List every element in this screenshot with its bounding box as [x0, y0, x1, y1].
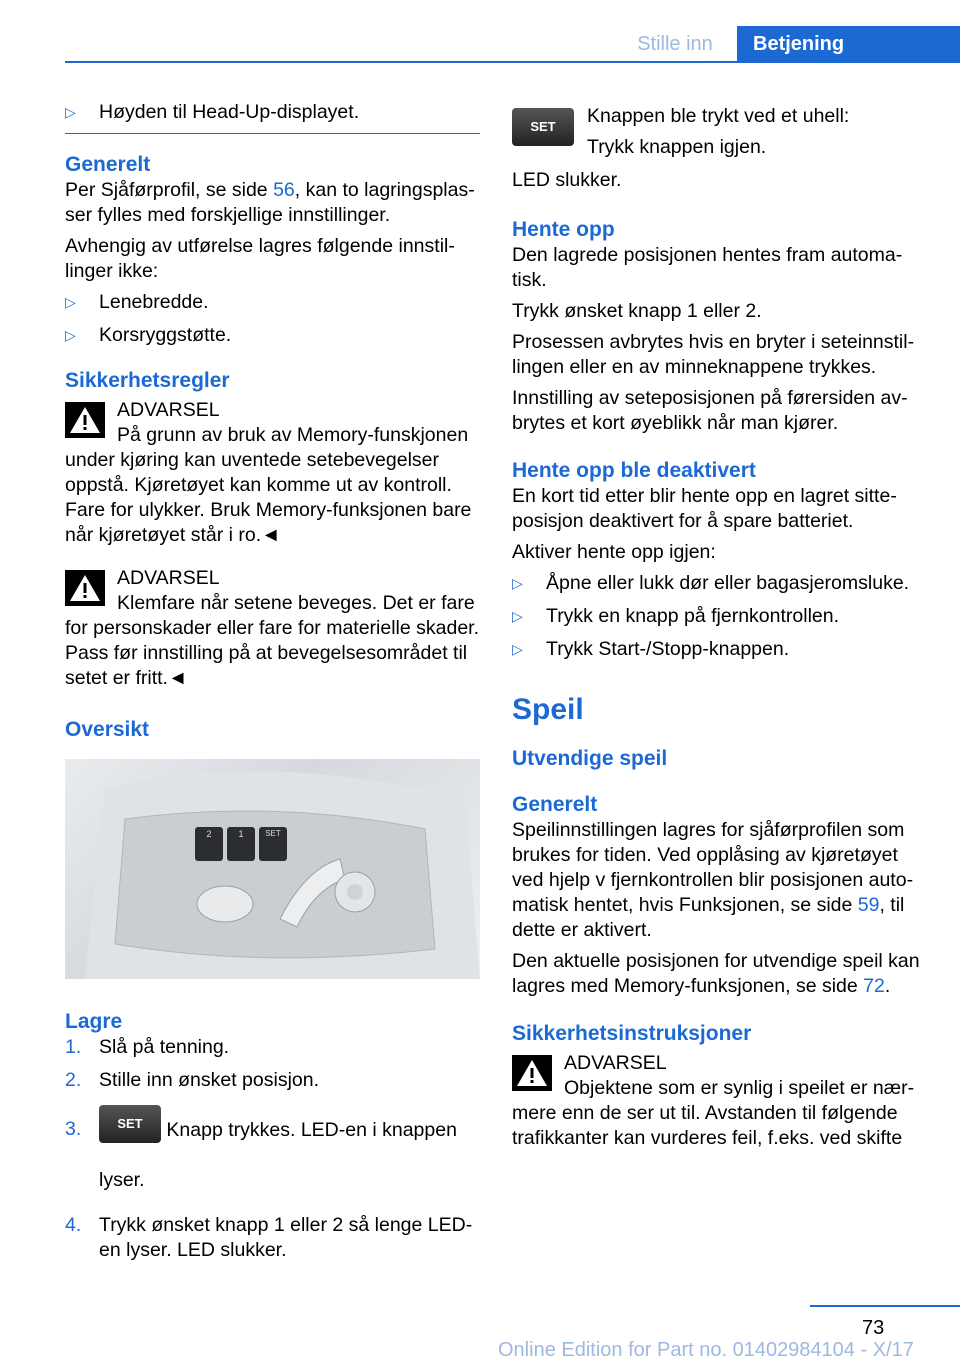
warning-block	[512, 1051, 927, 1151]
left-column	[65, 100, 480, 1271]
triangle-bullet-icon: ▷	[512, 608, 523, 624]
divider	[65, 133, 480, 134]
warning-block	[65, 566, 480, 691]
triangle-bullet-icon: ▷	[65, 294, 76, 310]
section-title-sikkerhetsregler: Sikkerhetsregler	[65, 369, 230, 392]
section-title-lagre: Lagre	[65, 1010, 123, 1033]
step-number: 1.	[65, 1036, 82, 1058]
section-title-hente-opp: Hente opp	[512, 218, 615, 241]
paragraph	[512, 949, 927, 999]
list-item-text: Trykk en knapp på fjernkontrollen.	[546, 605, 840, 627]
text: , kan to lagringsplasser fylles med forskjellige innstillinger.	[65, 179, 475, 226]
list-item-text: Åpne eller lukk dør eller bagasjeromsluke.	[546, 572, 910, 594]
set-button-icon: SET	[99, 1105, 161, 1143]
warning-label: ADVARSEL	[117, 399, 220, 421]
paragraph: Avhengig av utførelse lagres følgende innstillinger ikke:	[65, 235, 455, 282]
step-text: Trykk ønsket knapp 1 eller 2 så lenge LED-en lyser. LED slukker.	[99, 1214, 473, 1261]
header-tab-betjening[interactable]: Betjening	[737, 26, 960, 62]
text: .	[884, 975, 891, 997]
page-link-56[interactable]: 56	[273, 179, 295, 201]
warning-text: Objektene som er synlig i speilet er nærmere enn de ser ut til. Avstanden til følgende trafikkanter kan vurderes feil, f.eks. ved skifte	[512, 1077, 915, 1149]
section-title-generelt: Generelt	[65, 153, 151, 176]
text: Speilinnstillingen lagres for sjåførprofilen som brukes for tiden. Ved opplåsing av kjøretøyet ved hjelp v fjernkontrollen blir posisjonen automatisk hentet, hvis Funksjonen, se side	[512, 819, 914, 916]
paragraph: Aktiver hente opp igjen:	[512, 541, 716, 563]
list-item	[65, 1068, 480, 1093]
photo-button-2: 2	[206, 829, 212, 839]
page-link-59[interactable]: 59	[857, 894, 880, 916]
warning-text: På grunn av bruk av Memory-funskjonen under kjøring kan uventede setebevegelser oppstå. Kjøretøyet kan komme ut av kontroll. Fare for ulykker. Bruk Memory-funksjonen bare når kjøretøyet står i ro.◄	[65, 424, 472, 546]
seat-panel-illustration	[65, 759, 480, 979]
section-title-generelt-speil: Generelt	[512, 793, 598, 816]
paragraph: Innstilling av seteposisjonen på førersiden avbrytes et kort øyeblikk når man kjører.	[512, 387, 908, 434]
step-text: Knapp trykkes. LED-en i knappen lyser.	[99, 1119, 457, 1191]
list-item	[65, 1105, 480, 1205]
section-title-oversikt: Oversikt	[65, 718, 150, 741]
list-item	[65, 1035, 480, 1060]
paragraph: Den lagrede posisjonen hentes fram automatisk.	[512, 244, 903, 291]
list-item-text: Trykk Start-/Stopp-knappen.	[546, 638, 790, 660]
list-item	[512, 604, 927, 629]
paragraph: Knappen ble trykt ved et uhell:	[587, 105, 850, 127]
triangle-bullet-icon: ▷	[65, 104, 76, 120]
photo-button-set: SET	[265, 829, 281, 838]
warning-label: ADVARSEL	[564, 1052, 667, 1074]
footer-rule	[810, 1305, 960, 1307]
text: Den aktuelle posisjonen for utvendige speil kan lagres med Memory-funksjonen, se side	[512, 950, 920, 997]
paragraph: En kort tid etter blir hente opp en lagret sitteposisjon deaktivert for å spare batteriet.	[512, 485, 897, 532]
paragraph: Trykk ønsket knapp 1 eller 2.	[512, 300, 762, 322]
list-item-text: Høyden til Head-Up-displayet.	[99, 101, 360, 123]
triangle-bullet-icon: ▷	[512, 641, 523, 657]
paragraph: Trykk knappen igjen.	[587, 136, 767, 158]
right-column	[512, 104, 927, 1151]
text: , til dette er aktivert.	[512, 894, 905, 941]
list-item-text: Korsryggstøtte.	[99, 324, 232, 346]
list-item	[65, 323, 480, 348]
step-number: 3.	[65, 1118, 82, 1140]
set-accident-note	[512, 104, 927, 162]
list-item	[512, 637, 927, 662]
edition-footer: Online Edition for Part no. 01402984104 - X/17	[498, 1339, 914, 1361]
header-rule	[65, 61, 960, 63]
list-item	[65, 290, 480, 315]
list-item-text: Lenebredde.	[99, 291, 209, 313]
paragraph: LED slukker.	[512, 169, 622, 191]
seat-memory-photo	[65, 759, 480, 979]
paragraph: Prosessen avbrytes hvis en bryter i seteinnstillingen eller en av minneknappene trykkes.	[512, 331, 915, 378]
section-title-sikkerhetsinstruksjoner: Sikkerhetsinstruksjoner	[512, 1022, 752, 1045]
section-title-hente-opp-deaktivert: Hente opp ble deaktivert	[512, 459, 756, 482]
header-tab-stille-inn[interactable]: Stille inn	[637, 33, 713, 55]
list-item	[512, 571, 927, 596]
page-number: 73	[862, 1317, 885, 1339]
list-item	[65, 100, 480, 125]
triangle-bullet-icon: ▷	[512, 575, 523, 591]
step-text: Slå på tenning.	[99, 1036, 230, 1058]
chapter-title-speil: Speil	[512, 693, 584, 726]
paragraph	[512, 818, 927, 943]
step-text: Stille inn ønsket posisjon.	[99, 1069, 320, 1091]
paragraph	[65, 178, 480, 228]
warning-triangle-icon	[65, 402, 105, 438]
page-link-72[interactable]: 72	[863, 975, 885, 997]
triangle-bullet-icon: ▷	[65, 327, 76, 343]
section-title-utvendige-speil: Utvendige speil	[512, 747, 668, 770]
text: Per Sjåførprofil, se side	[65, 179, 274, 201]
photo-button-1: 1	[238, 829, 244, 839]
warning-text: Klemfare når setene beveges. Det er fare for personskader eller fare for materielle skader. Pass før innstilling på at bevegelsesområdet til setet er fritt.◄	[65, 592, 480, 689]
step-number: 4.	[65, 1214, 82, 1236]
step-number: 2.	[65, 1069, 82, 1091]
warning-label: ADVARSEL	[117, 567, 220, 589]
list-item	[65, 1213, 480, 1263]
warning-triangle-icon	[512, 1055, 552, 1091]
set-button-icon: SET	[512, 108, 574, 146]
warning-block	[65, 398, 480, 548]
warning-triangle-icon	[65, 570, 105, 606]
